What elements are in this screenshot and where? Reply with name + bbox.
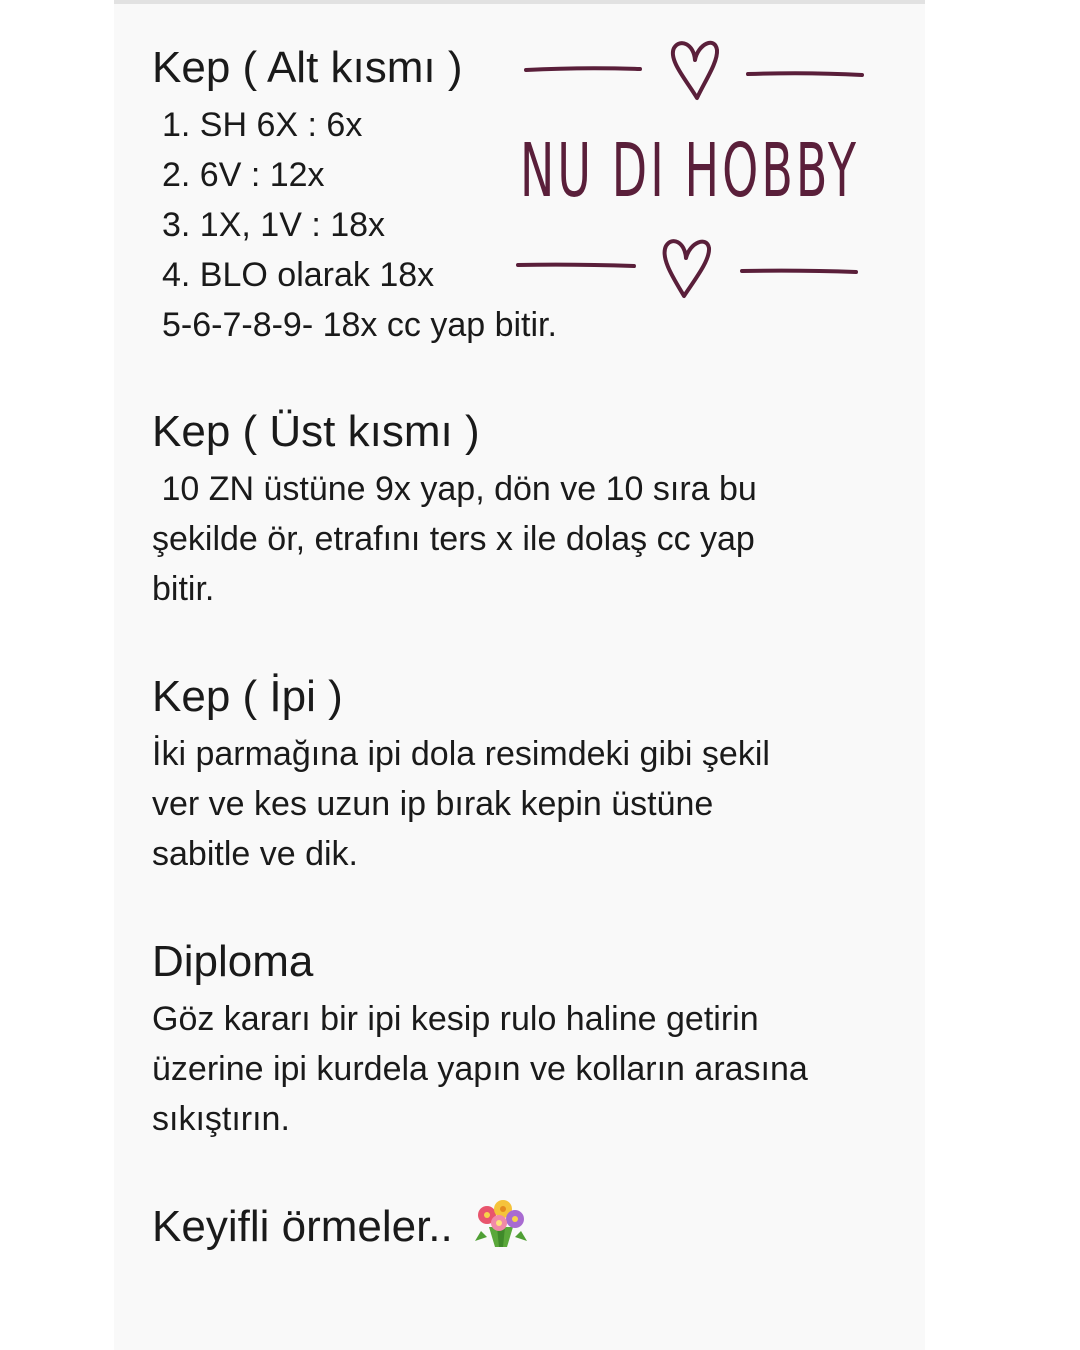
instruction-line: 4. BLO olarak 18x (162, 256, 435, 294)
instruction-line: sabitle ve dik. (152, 835, 358, 873)
bouquet-icon (473, 1197, 529, 1249)
instruction-line: şekilde ör, etrafını ters x ile dolaş cc yap (152, 520, 755, 558)
heart-icon (673, 43, 717, 98)
section-title-kep-ipi: Kep ( İpi ) (152, 672, 343, 721)
section-title-kep-ust: Kep ( Üst kısmı ) (152, 407, 480, 456)
closing-text: Keyifli örmeler.. (152, 1202, 453, 1251)
closing-line (152, 1203, 529, 1255)
instruction-text: 10 ZN üstüne 9x yap, dön ve 10 sıra bu (161, 470, 757, 508)
section-title-kep-alt: Kep ( Alt kısmı ) (152, 43, 463, 92)
instruction-line: 1. SH 6X : 6x (162, 106, 363, 144)
instruction-line: İki parmağına ipi dola resimdeki gibi şekil (152, 735, 770, 773)
instruction-line: ver ve kes uzun ip bırak kepin üstüne (152, 785, 714, 823)
nudi-hobby-logo (512, 36, 872, 306)
instruction-line: üzerine ipi kurdela yapın ve kolların arasına (152, 1050, 808, 1088)
logo-text: NU DI HOBBY (520, 128, 860, 214)
instruction-line: bitir. (152, 570, 215, 608)
instruction-line: Göz kararı bir ipi kesip rulo haline getirin (152, 1000, 759, 1038)
heart-icon (665, 241, 709, 296)
instruction-line: 2. 6V : 12x (162, 156, 325, 194)
instruction-line: 5-6-7-8-9- 18x cc yap bitir. (162, 306, 557, 344)
instruction-line: 3. 1X, 1V : 18x (162, 206, 386, 244)
section-title-diploma: Diploma (152, 937, 314, 986)
instruction-line (152, 469, 757, 509)
instruction-line: sıkıştırın. (152, 1100, 290, 1138)
